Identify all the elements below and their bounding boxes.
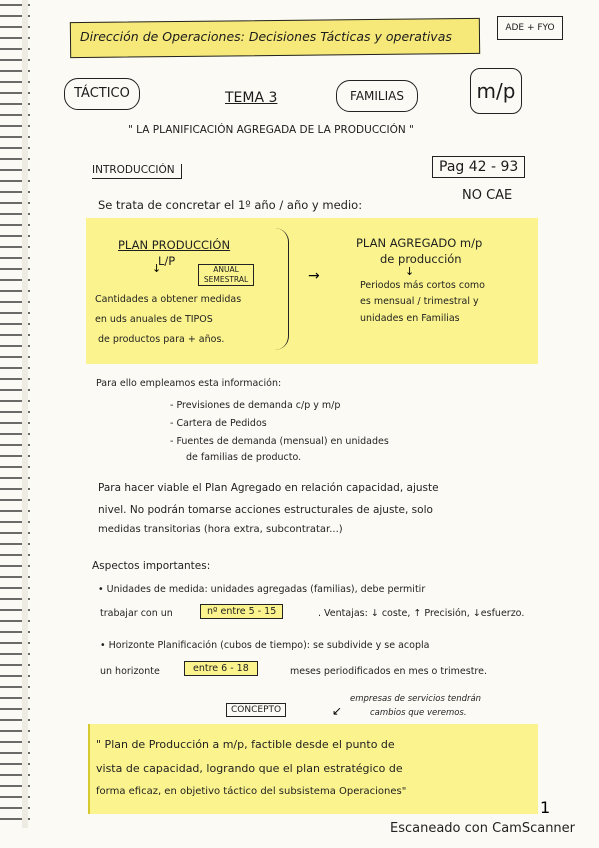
concepto-label: CONCEPTO: [226, 703, 286, 717]
plan-produccion-line2: en uds anuales de TIPOS: [95, 314, 213, 325]
familias-label: FAMILIAS: [336, 80, 418, 112]
unidades-line: • Unidades de medida: unidades agregadas (familias), debe permitir: [98, 584, 426, 595]
plan-produccion-line1: Cantidades a obtener medidas: [95, 294, 242, 305]
unidades-line-2a: trabajar con un: [100, 608, 173, 619]
spiral-binding: [0, 0, 30, 828]
unidades-line-2b: . Ventajas: ↓ coste, ↑ Precisión, ↓esfuerzo.: [318, 608, 525, 619]
definition-line-1: " Plan de Producción a m/p, factible desde el punto de: [96, 738, 395, 751]
down-arrow-icon-2: ↓: [405, 265, 415, 278]
intro-line: Se trata de concretar el 1º año / año y medio:: [98, 198, 363, 212]
plan-agregado-line1: Periodos más cortos como: [360, 280, 485, 291]
subtitle: " LA PLANIFICACIÓN AGREGADA DE LA PRODUCCIÓN ": [128, 124, 414, 136]
plan-produccion-title: PLAN PRODUCCIÓN: [118, 238, 231, 252]
info-line: Para ello empleamos esta información:: [96, 378, 282, 389]
scanner-watermark: Escaneado con CamScanner: [390, 821, 576, 836]
pages-ref: Pag 42 - 93: [432, 156, 525, 178]
concepto-note-1: empresas de servicios tendrán: [350, 694, 482, 704]
horizonte-line-2a: un horizonte: [100, 666, 160, 677]
plan-agregado-title: PLAN AGREGADO m/p: [356, 236, 483, 250]
right-arrow-icon: →: [308, 268, 320, 284]
mp-badge: m/p: [470, 68, 522, 114]
info-item-3: - Fuentes de demanda (mensual) en unidades: [170, 436, 389, 447]
info-item-1: - Previsiones de demanda c/p y m/p: [170, 400, 341, 411]
aspectos-heading: Aspectos importantes:: [92, 560, 211, 572]
intro-heading: INTRODUCCIÓN: [92, 164, 182, 179]
unidades-range-box: nº entre 5 - 15: [200, 604, 283, 619]
bracket: [272, 228, 289, 350]
tema-title: TEMA 3: [225, 90, 278, 106]
info-item-4: de familias de producto.: [186, 452, 302, 463]
plan-produccion-line3: de productos para + años.: [98, 334, 225, 345]
page-title: Dirección de Operaciones: Decisiones Tácticas y operativas: [80, 29, 452, 44]
para-line-1: Para hacer viable el Plan Agregado en relación capacidad, ajuste: [98, 482, 439, 494]
horizonte-line-2b: meses periodificados en mes o trimestre.: [290, 666, 487, 677]
course-tag: ADE + FYO: [497, 16, 563, 40]
para-line-3: medidas transitorias (hora extra, subcontratar...): [98, 524, 343, 535]
plan-agregado-line3: unidades en Familias: [360, 313, 460, 324]
definition-line-2: vista de capacidad, logrando que el plan estratégico de: [96, 762, 403, 775]
plan-produccion-sub: L/P: [158, 254, 176, 268]
info-item-2: - Cartera de Pedidos: [170, 418, 267, 429]
curved-arrow-icon: ↙: [332, 704, 343, 718]
concepto-note-2: cambios que veremos.: [370, 708, 467, 718]
no-cae-note: NO CAE: [462, 188, 513, 203]
plan-agregado-line2: es mensual / trimestral y: [360, 296, 479, 307]
down-arrow-icon: ↓: [152, 262, 162, 275]
para-line-2: nivel. No podrán tomarse acciones estructurales de ajuste, solo: [98, 504, 433, 516]
definition-line-3: forma eficaz, en objetivo táctico del subsistema Operaciones": [96, 786, 407, 797]
horizonte-line: • Horizonte Planificación (cubos de tiempo): se subdivide y se acopla: [100, 640, 430, 651]
anual-box: ANUAL SEMESTRAL: [198, 264, 254, 286]
horizonte-range-box: entre 6 - 18: [184, 661, 258, 676]
plan-agregado-sub: de producción: [380, 252, 462, 266]
tactico-label: TÁCTICO: [64, 78, 140, 110]
page-number: 1: [540, 798, 551, 817]
